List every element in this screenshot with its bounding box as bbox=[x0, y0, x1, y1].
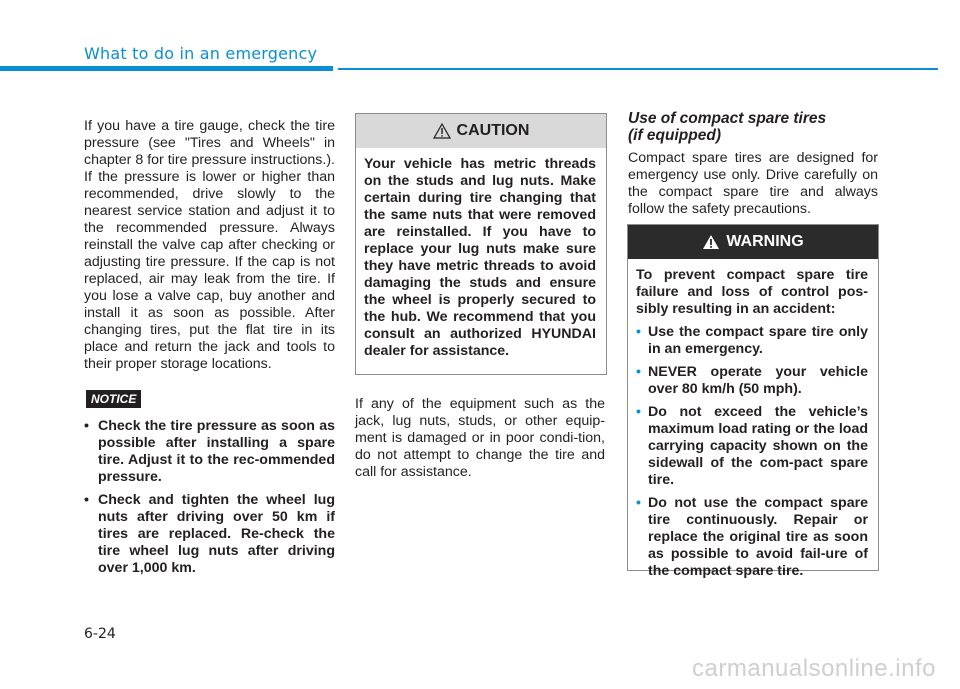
bullet-icon: • bbox=[636, 324, 641, 340]
caution-box bbox=[355, 113, 607, 375]
caution-header bbox=[356, 114, 606, 148]
compact-spare-paragraph: Compact spare tires are designed for emergency use only. Drive carefully on the compact spare tire and always follow the safety precautions. bbox=[628, 150, 878, 217]
watermark: carmanualsonline.info bbox=[692, 655, 936, 682]
bullet-icon: • bbox=[636, 364, 641, 380]
section-title: What to do in an emergency bbox=[84, 44, 318, 63]
notice-item-text: Check the tire pressure as soon as possible after installing a spare tire. Adjust it to the rec-ommended pressure. bbox=[98, 418, 335, 485]
header-rule-thin bbox=[338, 68, 938, 70]
tire-gauge-paragraph: If you have a tire gauge, check the tire pressure (see "Tires and Wheels" in chapter 8 for tire pressure instructions.). If the pressure is lower or higher than recommended, drive slowly to the nearest service station and adjust it to the recommended pressure. Always reinstall the valve cap after checking or adjusting tire pressure. If the cap is not replaced, air may leak from the tire. If you lose a valve cap, buy another and install it as soon as possible. After changing tires, put the flat tire in its place and return the jack and tools to their proper storage locations. bbox=[84, 118, 335, 372]
page-number: 6-24 bbox=[84, 626, 116, 642]
equipment-paragraph: If any of the equipment such as the jack, lug nuts, studs, or other equip-ment is damaged or in poor condi-tion, do not attempt to change the tire and call for assistance. bbox=[355, 396, 605, 480]
subtitle-line-1: Use of compact spare tires bbox=[628, 110, 827, 127]
warning-item bbox=[636, 404, 868, 489]
warning-item-text: Do not use the compact spare tire continuously. Repair or replace the original tire as soon as possible to avoid fail-ure of the compact spare tire. bbox=[648, 495, 868, 579]
bullet-icon: • bbox=[84, 418, 89, 434]
notice-item bbox=[84, 492, 335, 577]
warning-item-text: NEVER operate your vehicle over 80 km/h (50 mph). bbox=[648, 364, 868, 397]
warning-box bbox=[627, 224, 879, 579]
warning-item bbox=[636, 364, 868, 398]
caution-triangle-icon bbox=[433, 123, 451, 139]
warning-list bbox=[636, 324, 868, 580]
warning-item bbox=[636, 324, 868, 358]
bullet-icon: • bbox=[636, 495, 641, 511]
caution-title: CAUTION bbox=[456, 122, 530, 139]
warning-item bbox=[636, 495, 868, 580]
bullet-icon: • bbox=[636, 404, 641, 420]
notice-item-text: Check and tighten the wheel lug nuts after driving over 50 km if tires are replaced. Re-check the tire wheel lug nuts after driving over 1,000 km. bbox=[98, 492, 335, 576]
header-rule-thick bbox=[0, 66, 333, 71]
warning-item-text: Do not exceed the vehicle’s maximum load rating or the load carrying capacity shown on the sidewall of the com-pact spare tire. bbox=[648, 404, 868, 488]
warning-intro: To prevent compact spare tire failure and loss of control pos-sibly resulting in an accident: bbox=[636, 267, 868, 317]
notice-item bbox=[84, 418, 335, 486]
warning-item-text: Use the compact spare tire only in an emergency. bbox=[648, 324, 868, 357]
compact-spare-subtitle bbox=[628, 110, 888, 144]
warning-header bbox=[628, 225, 878, 259]
notice-list bbox=[84, 418, 335, 583]
warning-triangle-icon bbox=[702, 234, 720, 250]
notice-badge: NOTICE bbox=[86, 390, 141, 408]
caution-body: Your vehicle has metric threads on the studs and lug nuts. Make certain during tire changing that the same nuts that were removed are reinstalled. If you have to replace your lug nuts make sure they have metric threads to avoid damaging the studs and ensure the wheel is properly secured to the hub. We recommend that you consult an authorized HYUNDAI dealer for assistance. bbox=[364, 156, 596, 359]
bullet-icon: • bbox=[84, 492, 89, 508]
warning-body bbox=[628, 259, 878, 594]
subtitle-line-2: (if equipped) bbox=[628, 127, 721, 144]
column-1 bbox=[84, 118, 335, 373]
warning-title: WARNING bbox=[726, 233, 804, 250]
